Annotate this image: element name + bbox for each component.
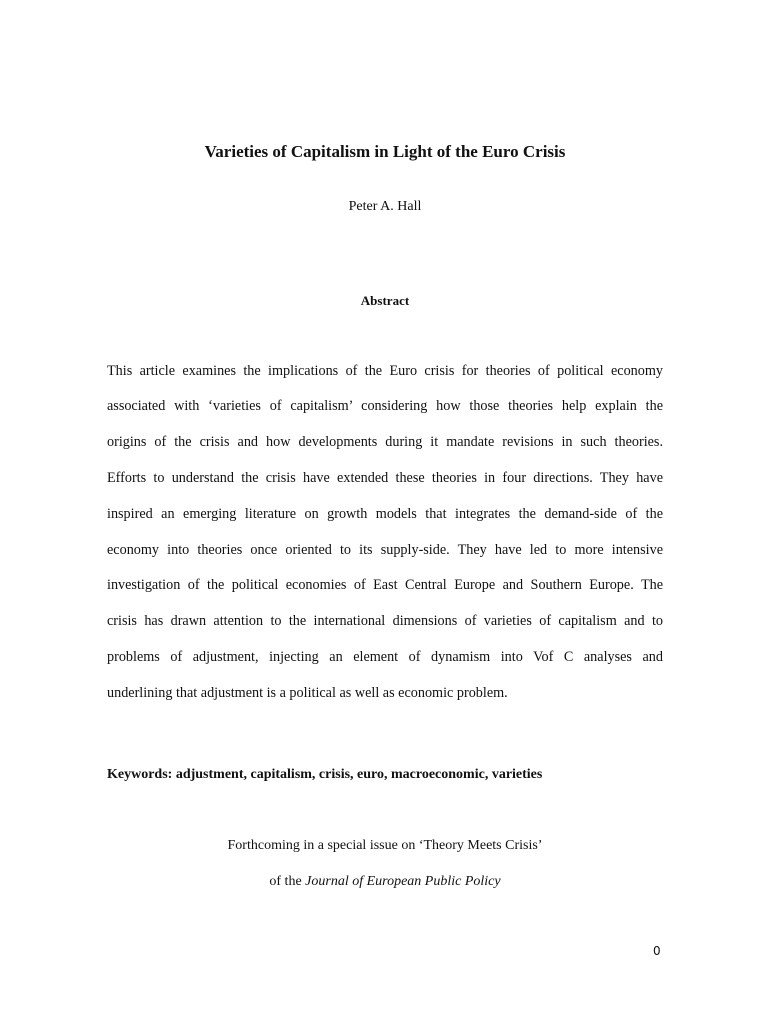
journal-note-prefix: of the — [269, 874, 306, 889]
abstract-line: inspired an emerging literature on growth models that integrates the demand-side of the — [107, 506, 663, 522]
abstract-line: underlining that adjustment is a political as well as economic problem. — [107, 685, 508, 701]
keywords-line: Keywords: adjustment, capitalism, crisis, euro, macroeconomic, varieties — [107, 767, 543, 782]
abstract-line: investigation of the political economies of East Central Europe and Southern Europe. The — [107, 577, 663, 593]
abstract-line: Efforts to understand the crisis have extended these theories in four directions. They have — [107, 470, 663, 486]
publication-note: Forthcoming in a special issue on ‘Theory Meets Crisis’ — [227, 838, 543, 853]
abstract-line: economy into theories once oriented to its supply-side. They have led to more intensive — [107, 542, 663, 558]
abstract-line: This article examines the implications of the Euro crisis for theories of political economy — [107, 363, 663, 379]
abstract-line: problems of adjustment, injecting an element of dynamism into Vof C analyses and — [107, 649, 663, 665]
page-number: 0 — [653, 944, 661, 958]
paper-author: Peter A. Hall — [348, 199, 422, 214]
abstract-line: associated with ‘varieties of capitalism’ considering how those theories help explain the — [107, 398, 663, 414]
abstract-line: crisis has drawn attention to the international dimensions of varieties of capitalism and to — [107, 613, 663, 629]
paper-title: Varieties of Capitalism in Light of the Euro Crisis — [204, 142, 566, 161]
journal-name: Journal of European Public Policy — [305, 874, 501, 889]
abstract-line: origins of the crisis and how developments during it mandate revisions in such theories. — [107, 434, 663, 450]
abstract-heading: Abstract — [360, 293, 410, 308]
journal-note — [0, 874, 770, 890]
